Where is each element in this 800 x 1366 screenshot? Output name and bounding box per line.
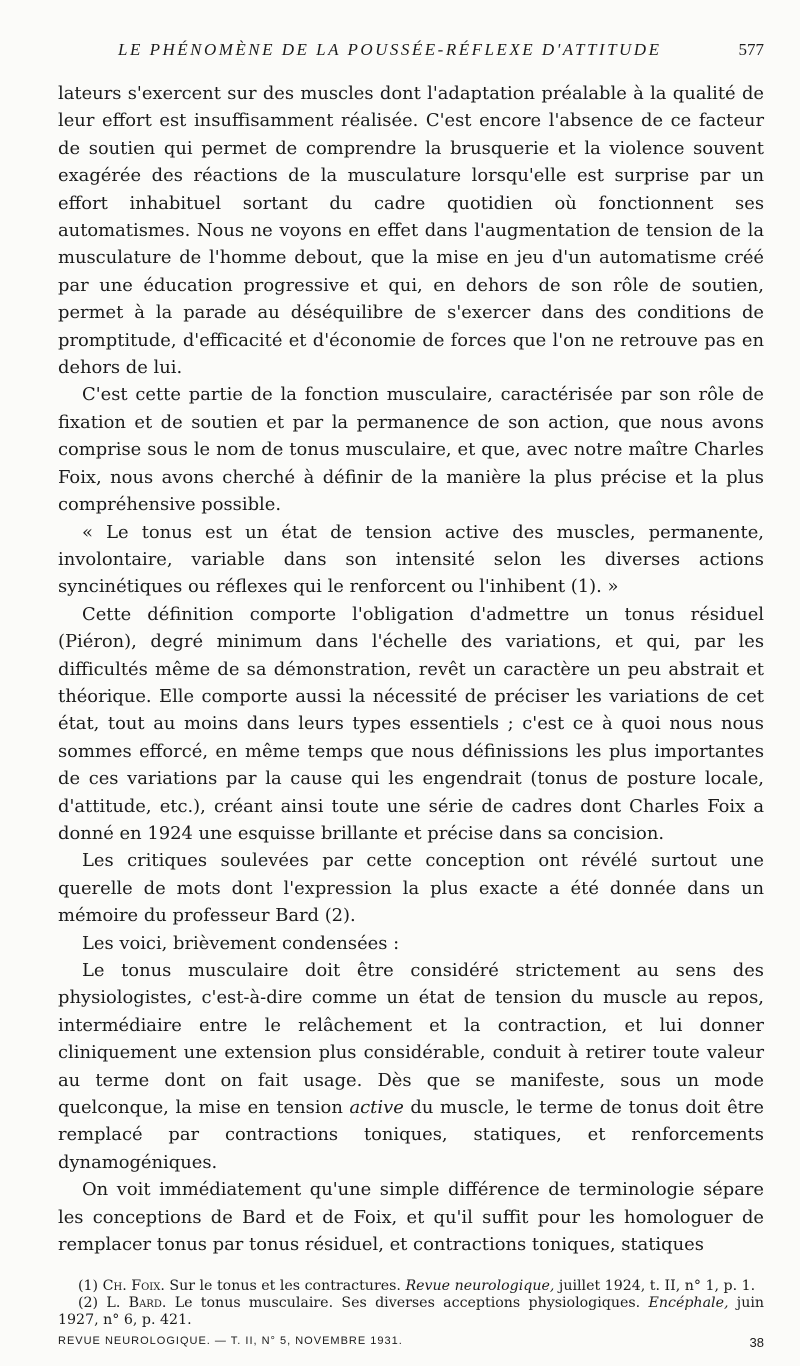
footnote-details: juillet 1924, t. II, n° 1, p. 1. bbox=[558, 1278, 756, 1295]
footnote bbox=[58, 1278, 764, 1295]
footnotes bbox=[58, 1278, 764, 1329]
journal-footer bbox=[58, 1335, 764, 1357]
paragraph-continuation: lateurs s'exercent sur des muscles dont l'adaptation préalable à la qualité de leur effort est insuffisamment réalisée. C'est encore l'absence de ce facteur de soutien qui permet de comprendre la brusquerie et la violence souvent exagérée des réactions de la musculature lorsqu'elle est surprise par un effort inhabituel sortant du cadre quotidien où fonctionnent ses automatismes. Nous ne voyons en effet dans l'augmentation de tension de la musculature de l'homme debout, que la mise en jeu d'un automatisme créé par une éducation progressive et qui, en dehors de son rôle de soutien, permet à la parade au déséquilibre de s'exercer dans des conditions de promptitude, d'efficacité et d'économie de forces que l'on ne retrouve pas en dehors de lui. bbox=[58, 83, 764, 379]
paragraph: Les voici, brièvement condensées : bbox=[82, 932, 400, 954]
text-run: du muscle, le terme de tonus doit être remplacé par contractions toniques, statiques, et renforcements dynamogéniques. bbox=[58, 1097, 765, 1173]
footnote-author: Ch. Foix. bbox=[102, 1278, 165, 1295]
paragraph: C'est cette partie de la fonction musculaire, caractérisée par son rôle de fixation et de soutien et par la permanence de son action, que nous avons comprise sous le nom de tonus musculaire, et que, avec notre maître Charles Foix, nous avons cherché à définir de la manière la plus précise et la plus compréhensive possible. bbox=[58, 384, 764, 516]
text-run: Le tonus musculaire doit être considéré strictement au sens des physiologistes, c'est-à-dire comme un état de tension du muscle au repos, intermédiaire entre le relâchement et la contraction, et lui donner cliniquement une extension plus considérable, conduit à retirer toute valeur au terme dont on fait usage. Dès que se manifeste, sous un mode quelconque, la mise en tension bbox=[58, 960, 764, 1119]
italic-word: active bbox=[349, 1097, 404, 1119]
footnote-mark: (1) bbox=[78, 1278, 99, 1295]
paragraph-quote: « Le tonus est un état de tension active des muscles, permanente, involontaire, variable dans son intensité selon les diverses actions syncinétiques ou réflexes qui le renforcent ou l'inhibent (1). » bbox=[58, 521, 764, 598]
paragraph: Cette définition comporte l'obligation d'admettre un tonus résiduel (Piéron), degré minimum dans l'échelle des variations, et qui, par les difficultés même de sa démonstration, revêt un caractère un peu abstrait et théorique. Elle comporte aussi la nécessité de préciser les variations de cet état, tout au moins dans leurs types essentiels ; c'est ce à quoi nous nous sommes efforcé, en même temps que nous définissions les plus importantes de ces variations par la cause qui les engendrait (tonus de posture locale, d'attitude, etc.), créant ainsi toute une série de cadres dont Charles Foix a donné en 1924 une esquisse brillante et précise dans sa concision. bbox=[58, 603, 764, 844]
footnote-details: juin 1927, n° 6, p. 421. bbox=[58, 1295, 765, 1329]
footnote-text: Sur le tonus et les contractures. bbox=[169, 1278, 401, 1295]
journal-reference: REVUE NEUROLOGIQUE. — T. II, N° 5, NOVEMBRE 1931. bbox=[58, 1335, 403, 1348]
paragraph: Les critiques soulevées par cette conception ont révélé surtout une querelle de mots dont l'expression la plus exacte a été donnée dans un mémoire du professeur Bard (2). bbox=[58, 850, 764, 927]
page-number: 577 bbox=[738, 40, 764, 59]
paragraph: On voit immédiatement qu'une simple différence de terminologie sépare les conceptions de Bard et de Foix, et qu'il suffit pour les homologuer de remplacer tonus par tonus résiduel, et contractions toniques, statiques bbox=[58, 1179, 764, 1256]
footnote-mark: (2) bbox=[78, 1295, 99, 1312]
footnote bbox=[58, 1295, 764, 1329]
paragraph-with-italic bbox=[58, 957, 764, 1176]
document-page bbox=[58, 40, 765, 1351]
signature-mark: 38 bbox=[749, 1335, 764, 1351]
footnote-author: L. Bard. bbox=[106, 1295, 167, 1312]
running-header bbox=[58, 40, 764, 74]
running-title: LE PHÉNOMÈNE DE LA POUSSÉE-RÉFLEXE D'ATTITUDE bbox=[118, 40, 662, 59]
footnote-source: Encéphale, bbox=[648, 1295, 729, 1312]
body-text bbox=[58, 80, 764, 1258]
footnote-text: Le tonus musculaire. Ses diverses acceptions physiologiques. bbox=[174, 1295, 641, 1312]
footnote-source: Revue neurologique, bbox=[405, 1278, 555, 1295]
